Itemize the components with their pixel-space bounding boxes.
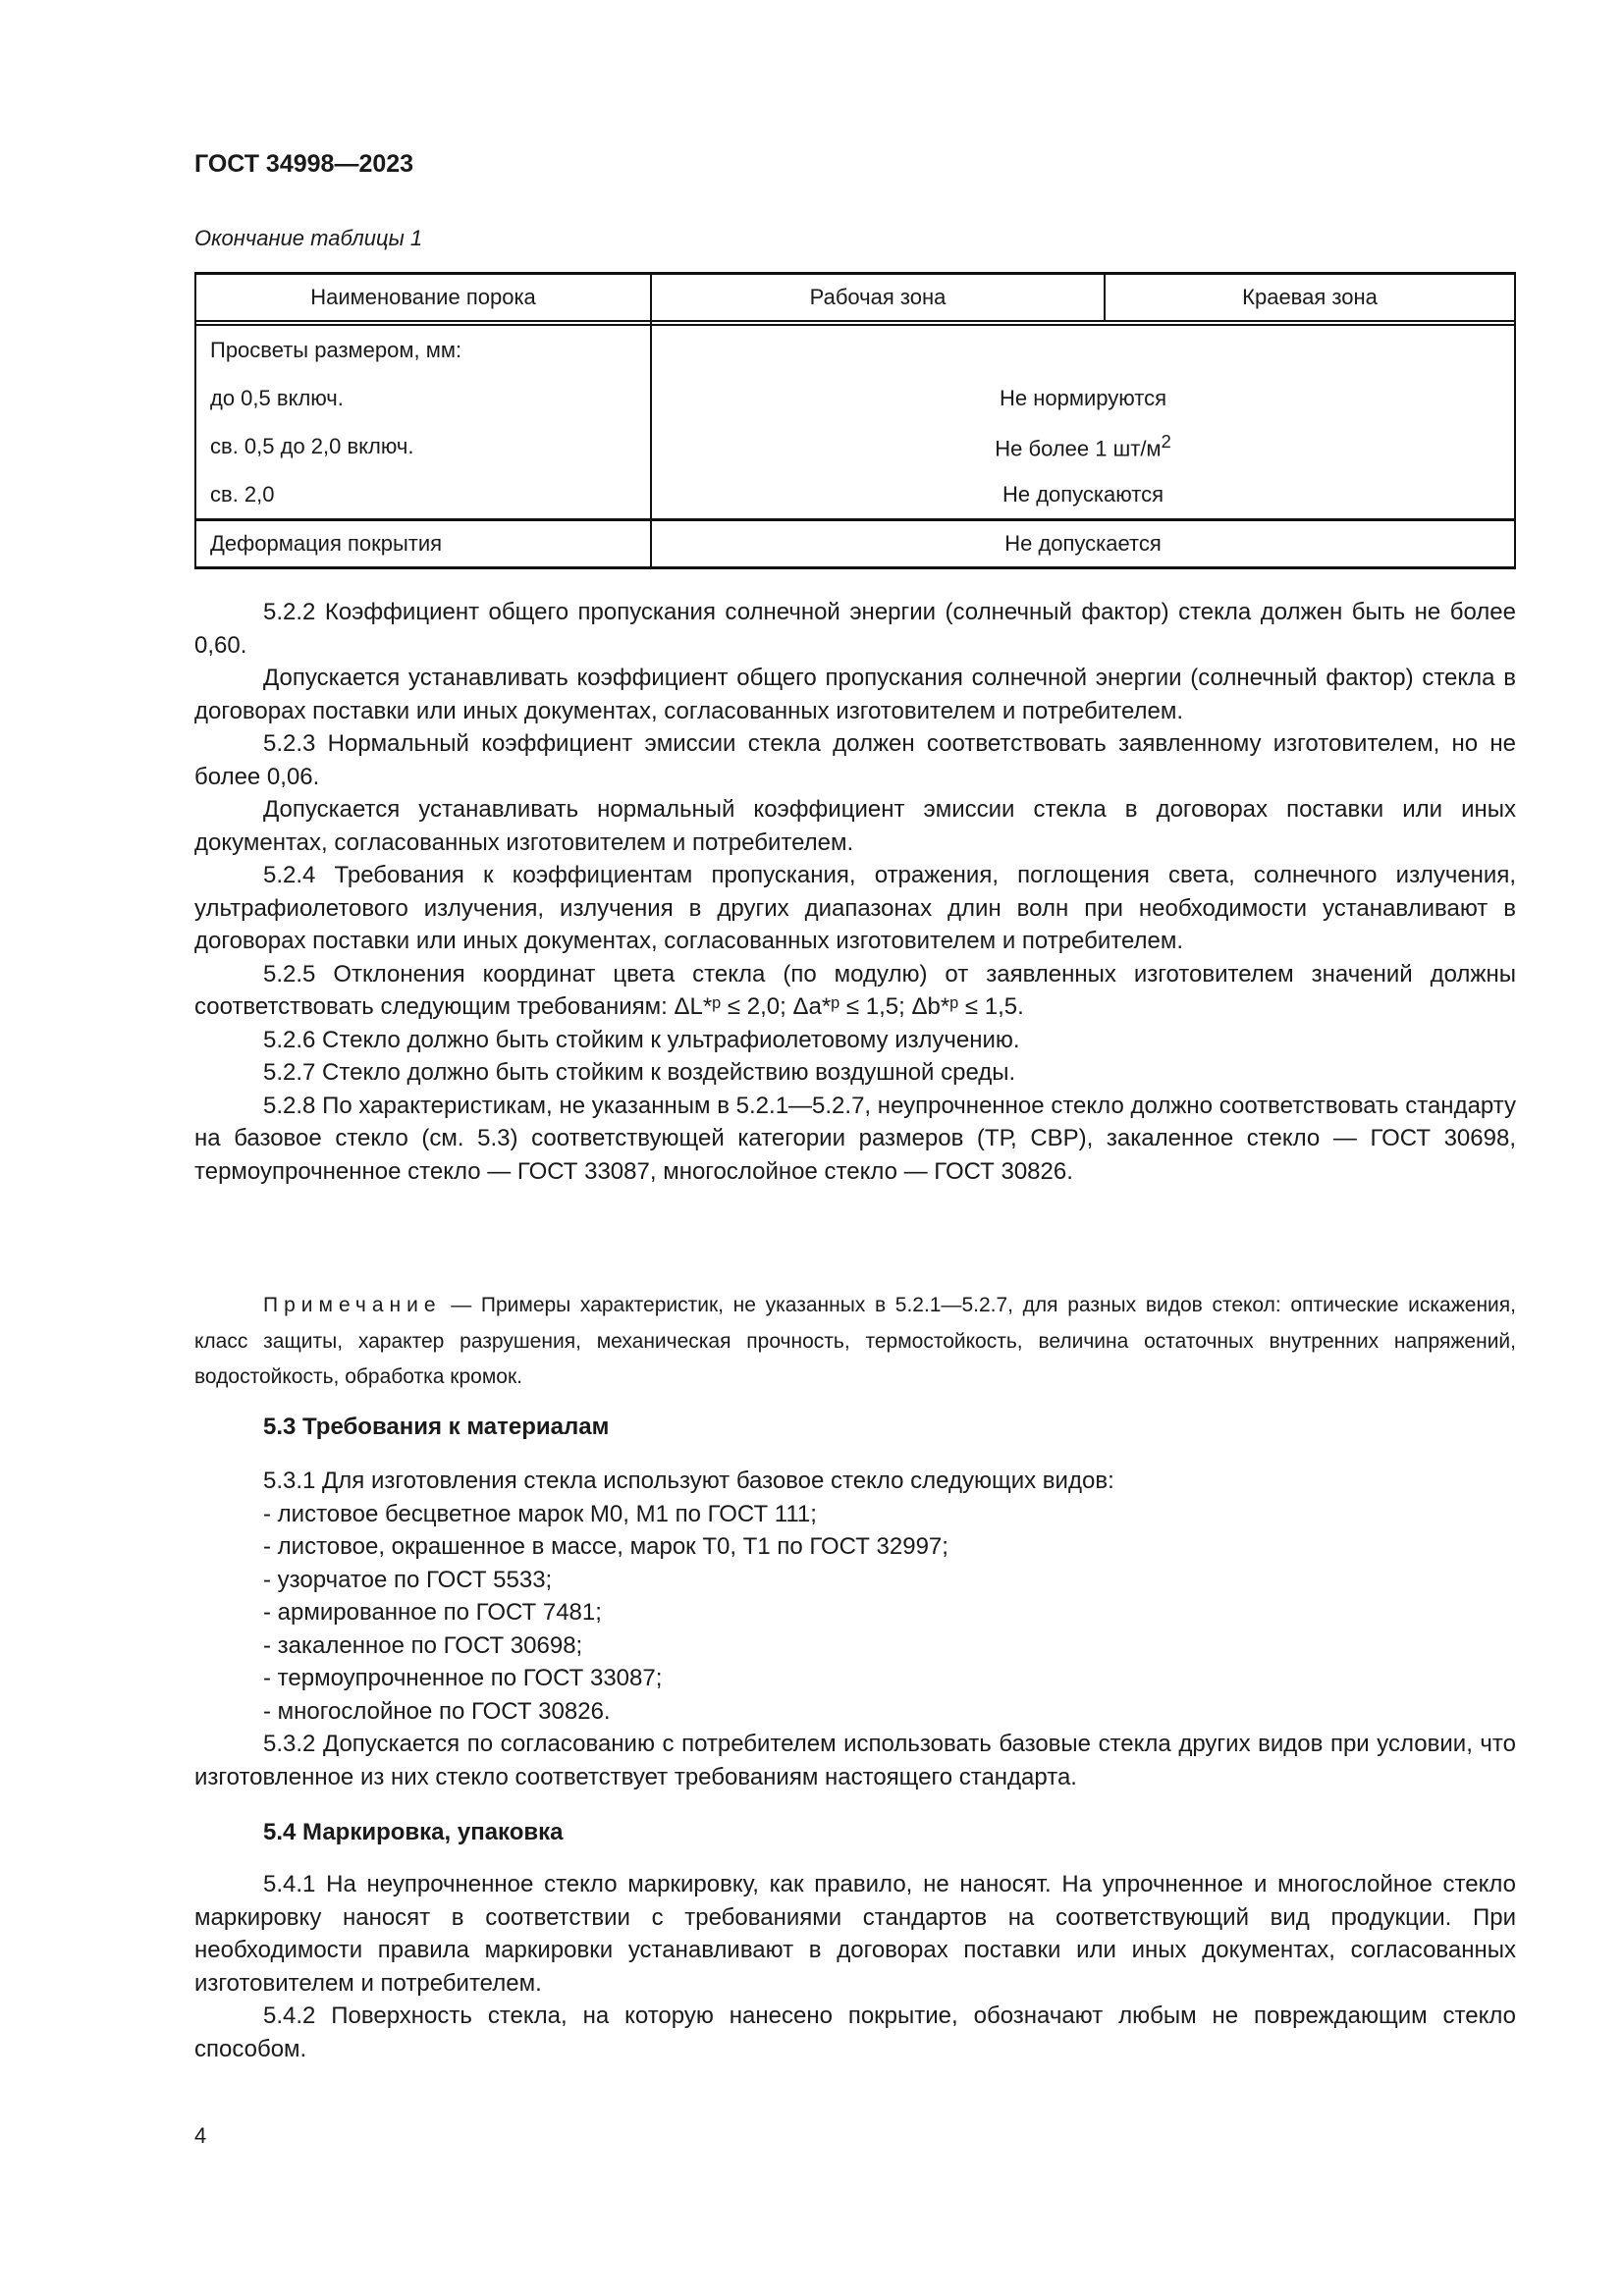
note-label: Примечание bbox=[263, 1294, 442, 1316]
section-5-3 bbox=[194, 1414, 1516, 1441]
document-title: ГОСТ 34998—2023 bbox=[194, 150, 414, 178]
defect-name: св. 2,0 bbox=[195, 470, 651, 520]
paragraph-5-2-6: 5.2.6 Стекло должно быть стойким к ультрафиолетовому излучению. bbox=[263, 1026, 1020, 1053]
section-5-3-text bbox=[194, 1465, 1516, 1793]
defect-value bbox=[651, 422, 1515, 470]
superscript: 2 bbox=[1161, 430, 1171, 452]
paragraph-5-2-2: 5.2.2 Коэффициент общего пропускания солнечной энергии (солнечный фактор) стекла должен быть не более 0,60. bbox=[194, 599, 1516, 659]
list-item: - армированное по ГОСТ 7481; bbox=[263, 1599, 602, 1626]
list-item: - термоупрочненное по ГОСТ 33087; bbox=[263, 1665, 663, 1691]
section-5-4 bbox=[194, 1819, 1516, 1846]
page-number: 4 bbox=[194, 2123, 207, 2148]
paragraph-5-2-7: 5.2.7 Стекло должно быть стойким к воздействию воздушной среды. bbox=[263, 1059, 1016, 1086]
list-item: - листовое, окрашенное в массе, марок Т0, Т1 по ГОСТ 32997; bbox=[263, 1533, 948, 1560]
table-row bbox=[195, 325, 1515, 374]
defect-value: Не нормируются bbox=[651, 374, 1515, 422]
defect-value: Не допускаются bbox=[651, 470, 1515, 520]
paragraph: Допускается устанавливать нормальный коэффициент эмиссии стекла в договорах поставки или иных документах, согласованных изготовителем и потребителем. bbox=[194, 796, 1516, 856]
defect-value-text: Не более 1 шт/м bbox=[995, 436, 1162, 461]
section-heading: 5.3 Требования к материалам bbox=[263, 1414, 610, 1440]
section-5-4-text bbox=[194, 1868, 1516, 2065]
paragraph-5-2-4: 5.2.4 Требования к коэффициентам пропускания, отражения, поглощения света, солнечного излучения, ультрафиолетового излучения, излучения в других диапазонах длин волн при необходимости устанавливают в договорах поставки или иных документах, согласованных изготовителем и потребителем. bbox=[194, 862, 1516, 954]
paragraph-5-4-1: 5.4.1 На неупрочненное стекло маркировку, как правило, не наносят. На упрочненное и многослойное стекло маркировку наносят в соответствии с требованиями стандартов на соответствующий вид продукции. При необходимости правила маркировки устанавливают в договорах поставки или иных документах, согласованных изготовителем и потребителем. bbox=[194, 1871, 1516, 1997]
table-row bbox=[195, 470, 1515, 520]
note-text: — Примеры характеристик, не указанных в 5.2.1—5.2.7, для разных видов стекол: оптические искажения, класс защиты, характер разрушения, механическая прочность, термостойкость, величина остаточных внутренних напряжений, водостойкость, обработка кромок. bbox=[194, 1294, 1516, 1388]
list-item: - узорчатое по ГОСТ 5533; bbox=[263, 1566, 553, 1593]
section-5-2-text bbox=[194, 596, 1516, 1188]
list-item: - закаленное по ГОСТ 30698; bbox=[263, 1631, 583, 1659]
paragraph-5-3-2: 5.3.2 Допускается по согласованию с потребителем использовать базовые стекла других видов при условии, что изготовленное из них стекло соответствует требованиям настоящего стандарта. bbox=[194, 1731, 1516, 1790]
defect-value: Не допускается bbox=[651, 520, 1515, 568]
defect-name: св. 0,5 до 2,0 включ. bbox=[195, 422, 651, 470]
table-row bbox=[195, 374, 1515, 422]
list-item: - многослойное по ГОСТ 30826. bbox=[263, 1697, 611, 1725]
table-caption: Окончание таблицы 1 bbox=[194, 226, 423, 250]
paragraph-text: 5.2.5 Отклонения координат цвета стекла (по модулю) от заявленных изготовителем значений должны соответствовать следующим требованиям: bbox=[194, 960, 1516, 1020]
defect-name: до 0,5 включ. bbox=[195, 374, 651, 422]
paragraph-5-2-5 bbox=[194, 958, 1516, 1024]
paragraph-5-4-2: 5.4.2 Поверхность стекла, на которую нанесено покрытие, обозначают любым не повреждающим стекло способом. bbox=[194, 2002, 1516, 2062]
table-row bbox=[195, 422, 1515, 470]
note bbox=[194, 1288, 1516, 1396]
paragraph-5-2-3: 5.2.3 Нормальный коэффициент эмиссии стекла должен соответствовать заявленному изготовителем, но не более 0,06. bbox=[194, 730, 1516, 790]
column-header-work-zone: Рабочая зона bbox=[651, 274, 1105, 322]
column-header-defect: Наименование порока bbox=[195, 274, 651, 322]
paragraph-5-2-8: 5.2.8 По характеристикам, не указанным в 5.2.1—5.2.7, неупрочненное стекло должно соответствовать стандарту на базовое стекло (см. 5.3) соответствующей категории размеров (ТР, СВР), закаленное стекло — ГОСТ 30698, термоупрочненное стекло — ГОСТ 33087, многослойное стекло — ГОСТ 30826. bbox=[194, 1092, 1516, 1185]
defect-value bbox=[651, 325, 1515, 374]
table-header-row bbox=[195, 274, 1515, 322]
table-row bbox=[195, 520, 1515, 568]
defect-name: Деформация покрытия bbox=[195, 520, 651, 568]
paragraph-5-3-1: 5.3.1 Для изготовления стекла используют базовое стекло следующих видов: bbox=[263, 1468, 1114, 1494]
color-tolerance-formula: ΔL*ᵖ ≤ 2,0; Δa*ᵖ ≤ 1,5; Δb*ᵖ ≤ 1,5. bbox=[674, 993, 1024, 1020]
column-header-edge-zone: Краевая зона bbox=[1105, 274, 1515, 322]
defects-table bbox=[194, 272, 1516, 569]
section-heading: 5.4 Маркировка, упаковка bbox=[263, 1819, 564, 1845]
paragraph: Допускается устанавливать коэффициент общего пропускания солнечной энергии (солнечный фактор) стекла в договорах поставки или иных документах, согласованных изготовителем и потребителем. bbox=[194, 665, 1516, 724]
list-item: - листовое бесцветное марок М0, М1 по ГОСТ 111; bbox=[263, 1500, 817, 1527]
defect-name: Просветы размером, мм: bbox=[195, 325, 651, 374]
